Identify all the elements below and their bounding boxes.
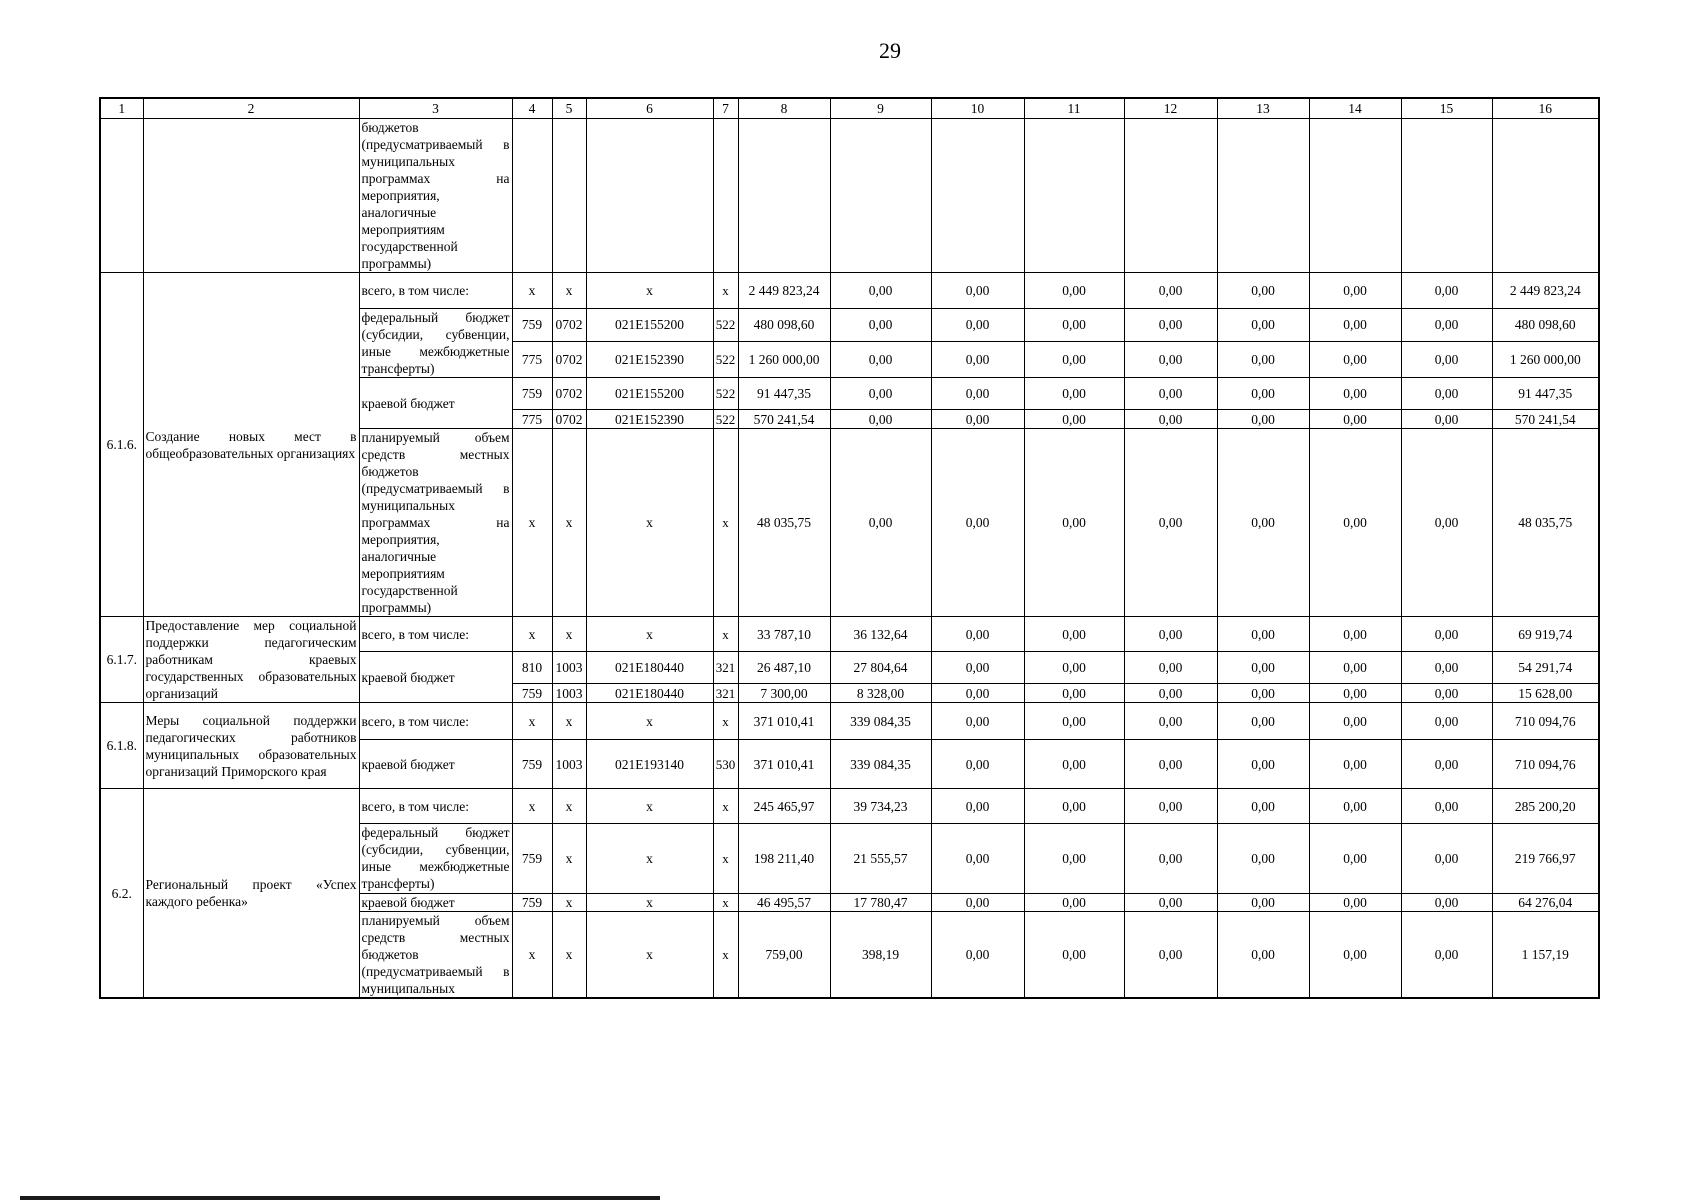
amount-cell: 48 035,75 bbox=[738, 429, 830, 617]
code-cell: x bbox=[713, 703, 738, 740]
amount-cell: 0,00 bbox=[1309, 273, 1401, 309]
amount-cell: 710 094,76 bbox=[1492, 740, 1599, 789]
amount-cell: 0,00 bbox=[830, 429, 931, 617]
amount-cell: 8 328,00 bbox=[830, 684, 931, 703]
amount-cell: 0,00 bbox=[1024, 703, 1124, 740]
table-row bbox=[100, 273, 1599, 309]
amount-cell: 0,00 bbox=[1024, 684, 1124, 703]
amount-cell: 0,00 bbox=[830, 273, 931, 309]
code-cell: 0702 bbox=[552, 341, 586, 377]
amount-cell: 1 260 000,00 bbox=[738, 341, 830, 377]
amount-cell: 0,00 bbox=[1309, 410, 1401, 429]
column-number: 10 bbox=[931, 98, 1024, 119]
amount-cell: 0,00 bbox=[1401, 309, 1492, 342]
amount-cell: 0,00 bbox=[1124, 684, 1217, 703]
funding-source-label: всего, в том числе: bbox=[359, 789, 512, 824]
amount-cell: 0,00 bbox=[1024, 341, 1124, 377]
code-cell: x bbox=[713, 273, 738, 309]
amount-cell: 0,00 bbox=[931, 684, 1024, 703]
amount-cell: 371 010,41 bbox=[738, 703, 830, 740]
amount-cell: 0,00 bbox=[1024, 378, 1124, 410]
amount-cell: 0,00 bbox=[1124, 740, 1217, 789]
amount-cell: 0,00 bbox=[931, 341, 1024, 377]
code-cell: x bbox=[552, 894, 586, 912]
code-cell: 759 bbox=[512, 309, 552, 342]
code-cell: x bbox=[586, 894, 713, 912]
amount-cell: 0,00 bbox=[1309, 740, 1401, 789]
amount-cell: 0,00 bbox=[1124, 894, 1217, 912]
column-number: 13 bbox=[1217, 98, 1309, 119]
amount-cell: 0,00 bbox=[1401, 617, 1492, 652]
code-cell: 522 bbox=[713, 341, 738, 377]
item-name: Меры социальной поддержки педагогических работников муниципальных образовательных организаций Приморского края bbox=[143, 703, 359, 789]
code-cell: 759 bbox=[512, 378, 552, 410]
amount-cell bbox=[738, 119, 830, 273]
amount-cell: 245 465,97 bbox=[738, 789, 830, 824]
code-cell: x bbox=[552, 429, 586, 617]
code-cell: x bbox=[552, 789, 586, 824]
amount-cell: 0,00 bbox=[1024, 824, 1124, 894]
amount-cell: 0,00 bbox=[1024, 912, 1124, 999]
item-number bbox=[100, 119, 143, 273]
code-cell bbox=[586, 119, 713, 273]
amount-cell bbox=[1492, 119, 1599, 273]
amount-cell bbox=[1217, 119, 1309, 273]
item-number: 6.2. bbox=[100, 789, 143, 999]
code-cell: 522 bbox=[713, 410, 738, 429]
amount-cell: 0,00 bbox=[1309, 378, 1401, 410]
amount-cell: 0,00 bbox=[1401, 740, 1492, 789]
amount-cell: 0,00 bbox=[1217, 429, 1309, 617]
amount-cell: 0,00 bbox=[1309, 429, 1401, 617]
amount-cell: 0,00 bbox=[1309, 912, 1401, 999]
amount-cell: 0,00 bbox=[1124, 378, 1217, 410]
amount-cell: 0,00 bbox=[830, 341, 931, 377]
amount-cell: 0,00 bbox=[1401, 703, 1492, 740]
amount-cell: 33 787,10 bbox=[738, 617, 830, 652]
funding-source-label: всего, в том числе: bbox=[359, 273, 512, 309]
code-cell: 021E152390 bbox=[586, 341, 713, 377]
amount-cell: 0,00 bbox=[1217, 824, 1309, 894]
code-cell: 021E180440 bbox=[586, 684, 713, 703]
code-cell: 775 bbox=[512, 410, 552, 429]
item-number: 6.1.7. bbox=[100, 617, 143, 703]
amount-cell: 91 447,35 bbox=[738, 378, 830, 410]
code-cell: x bbox=[586, 789, 713, 824]
code-cell: x bbox=[713, 617, 738, 652]
amount-cell: 0,00 bbox=[1124, 652, 1217, 684]
amount-cell: 480 098,60 bbox=[738, 309, 830, 342]
amount-cell: 0,00 bbox=[931, 410, 1024, 429]
amount-cell: 2 449 823,24 bbox=[1492, 273, 1599, 309]
amount-cell bbox=[830, 119, 931, 273]
code-cell: x bbox=[512, 617, 552, 652]
amount-cell: 0,00 bbox=[1217, 652, 1309, 684]
amount-cell: 0,00 bbox=[830, 378, 931, 410]
column-number: 3 bbox=[359, 98, 512, 119]
amount-cell: 0,00 bbox=[931, 378, 1024, 410]
amount-cell: 0,00 bbox=[1309, 824, 1401, 894]
funding-source-label: бюджетов (предусматриваемый в муниципальных программах на мероприятия, аналогичные мероприятиям государственной программы) bbox=[359, 119, 512, 273]
column-number: 5 bbox=[552, 98, 586, 119]
amount-cell: 480 098,60 bbox=[1492, 309, 1599, 342]
amount-cell: 48 035,75 bbox=[1492, 429, 1599, 617]
amount-cell: 0,00 bbox=[1024, 410, 1124, 429]
amount-cell: 0,00 bbox=[1309, 684, 1401, 703]
amount-cell bbox=[1124, 119, 1217, 273]
funding-source-label: краевой бюджет bbox=[359, 378, 512, 429]
amount-cell: 0,00 bbox=[1401, 429, 1492, 617]
amount-cell: 0,00 bbox=[1309, 309, 1401, 342]
amount-cell: 0,00 bbox=[1024, 740, 1124, 789]
amount-cell: 0,00 bbox=[1401, 912, 1492, 999]
amount-cell: 0,00 bbox=[1401, 273, 1492, 309]
code-cell: 1003 bbox=[552, 740, 586, 789]
amount-cell: 17 780,47 bbox=[830, 894, 931, 912]
amount-cell: 0,00 bbox=[931, 652, 1024, 684]
code-cell: x bbox=[586, 703, 713, 740]
amount-cell: 0,00 bbox=[1024, 429, 1124, 617]
amount-cell: 0,00 bbox=[1024, 652, 1124, 684]
amount-cell: 0,00 bbox=[1024, 617, 1124, 652]
amount-cell: 1 157,19 bbox=[1492, 912, 1599, 999]
code-cell: x bbox=[552, 912, 586, 999]
code-cell: 021E180440 bbox=[586, 652, 713, 684]
amount-cell: 0,00 bbox=[1217, 617, 1309, 652]
amount-cell: 0,00 bbox=[1401, 824, 1492, 894]
code-cell: 021E152390 bbox=[586, 410, 713, 429]
amount-cell: 0,00 bbox=[1217, 309, 1309, 342]
code-cell: 0702 bbox=[552, 378, 586, 410]
code-cell: x bbox=[552, 824, 586, 894]
code-cell: x bbox=[713, 894, 738, 912]
column-number: 15 bbox=[1401, 98, 1492, 119]
funding-source-label: планируемый объем средств местных бюджетов (предусматриваемый в муниципальных программах на мероприятия, аналогичные мероприятиям государственной программы) bbox=[359, 429, 512, 617]
code-cell: 522 bbox=[713, 309, 738, 342]
code-cell: 021E155200 bbox=[586, 309, 713, 342]
code-cell: x bbox=[512, 789, 552, 824]
column-number: 1 bbox=[100, 98, 143, 119]
column-number: 7 bbox=[713, 98, 738, 119]
code-cell: x bbox=[552, 703, 586, 740]
amount-cell: 0,00 bbox=[1024, 789, 1124, 824]
amount-cell: 0,00 bbox=[1124, 429, 1217, 617]
amount-cell: 0,00 bbox=[1401, 410, 1492, 429]
amount-cell: 0,00 bbox=[1217, 378, 1309, 410]
column-number-row bbox=[100, 98, 1599, 119]
amount-cell: 198 211,40 bbox=[738, 824, 830, 894]
amount-cell: 570 241,54 bbox=[1492, 410, 1599, 429]
code-cell: x bbox=[586, 273, 713, 309]
funding-source-label: планируемый объем средств местных бюджетов (предусматриваемый в муниципальных bbox=[359, 912, 512, 999]
code-cell: 0702 bbox=[552, 410, 586, 429]
amount-cell: 0,00 bbox=[1217, 410, 1309, 429]
amount-cell: 36 132,64 bbox=[830, 617, 931, 652]
code-cell: x bbox=[586, 824, 713, 894]
amount-cell: 0,00 bbox=[1401, 652, 1492, 684]
amount-cell: 46 495,57 bbox=[738, 894, 830, 912]
column-number: 2 bbox=[143, 98, 359, 119]
code-cell: 321 bbox=[713, 684, 738, 703]
column-number: 9 bbox=[830, 98, 931, 119]
amount-cell: 0,00 bbox=[1309, 894, 1401, 912]
amount-cell: 0,00 bbox=[1024, 309, 1124, 342]
code-cell: 321 bbox=[713, 652, 738, 684]
column-number: 16 bbox=[1492, 98, 1599, 119]
funding-source-label: федеральный бюджет (субсидии, субвенции, иные межбюджетные трансферты) bbox=[359, 824, 512, 894]
amount-cell: 21 555,57 bbox=[830, 824, 931, 894]
amount-cell: 339 084,35 bbox=[830, 740, 931, 789]
amount-cell: 0,00 bbox=[931, 703, 1024, 740]
amount-cell: 219 766,97 bbox=[1492, 824, 1599, 894]
amount-cell: 0,00 bbox=[1309, 789, 1401, 824]
code-cell: 775 bbox=[512, 341, 552, 377]
amount-cell: 2 449 823,24 bbox=[738, 273, 830, 309]
column-number: 4 bbox=[512, 98, 552, 119]
amount-cell: 0,00 bbox=[1024, 273, 1124, 309]
code-cell: 021E155200 bbox=[586, 378, 713, 410]
amount-cell: 0,00 bbox=[931, 894, 1024, 912]
amount-cell: 0,00 bbox=[1309, 341, 1401, 377]
funding-source-label: федеральный бюджет (субсидии, субвенции, иные межбюджетные трансферты) bbox=[359, 309, 512, 378]
amount-cell: 0,00 bbox=[1401, 684, 1492, 703]
item-name: Региональный проект «Успех каждого ребенка» bbox=[143, 789, 359, 999]
amount-cell: 54 291,74 bbox=[1492, 652, 1599, 684]
amount-cell: 398,19 bbox=[830, 912, 931, 999]
amount-cell bbox=[1024, 119, 1124, 273]
amount-cell: 0,00 bbox=[1217, 703, 1309, 740]
code-cell: x bbox=[713, 824, 738, 894]
code-cell: 530 bbox=[713, 740, 738, 789]
code-cell bbox=[512, 119, 552, 273]
funding-source-label: краевой бюджет bbox=[359, 652, 512, 703]
amount-cell: 0,00 bbox=[1124, 912, 1217, 999]
table-row bbox=[100, 119, 1599, 273]
code-cell: x bbox=[713, 429, 738, 617]
code-cell: x bbox=[512, 429, 552, 617]
code-cell: 759 bbox=[512, 684, 552, 703]
funding-source-label: краевой бюджет bbox=[359, 894, 512, 912]
code-cell: 759 bbox=[512, 824, 552, 894]
amount-cell: 570 241,54 bbox=[738, 410, 830, 429]
amount-cell bbox=[931, 119, 1024, 273]
code-cell: x bbox=[512, 273, 552, 309]
amount-cell: 0,00 bbox=[830, 309, 931, 342]
amount-cell: 0,00 bbox=[1124, 703, 1217, 740]
code-cell: x bbox=[512, 912, 552, 999]
amount-cell: 0,00 bbox=[1217, 273, 1309, 309]
amount-cell: 39 734,23 bbox=[830, 789, 931, 824]
code-cell: x bbox=[512, 703, 552, 740]
amount-cell: 0,00 bbox=[1217, 341, 1309, 377]
code-cell bbox=[552, 119, 586, 273]
amount-cell: 0,00 bbox=[931, 912, 1024, 999]
amount-cell: 26 487,10 bbox=[738, 652, 830, 684]
item-number: 6.1.6. bbox=[100, 273, 143, 617]
amount-cell: 0,00 bbox=[931, 740, 1024, 789]
amount-cell: 0,00 bbox=[1124, 410, 1217, 429]
column-number: 11 bbox=[1024, 98, 1124, 119]
code-cell: 810 bbox=[512, 652, 552, 684]
amount-cell: 0,00 bbox=[1217, 894, 1309, 912]
footer-rule bbox=[20, 1196, 660, 1200]
amount-cell: 0,00 bbox=[1124, 309, 1217, 342]
funding-source-label: всего, в том числе: bbox=[359, 617, 512, 652]
amount-cell: 91 447,35 bbox=[1492, 378, 1599, 410]
code-cell: 0702 bbox=[552, 309, 586, 342]
amount-cell: 710 094,76 bbox=[1492, 703, 1599, 740]
amount-cell: 0,00 bbox=[931, 273, 1024, 309]
amount-cell: 0,00 bbox=[1217, 740, 1309, 789]
amount-cell: 0,00 bbox=[1024, 894, 1124, 912]
amount-cell bbox=[1309, 119, 1401, 273]
amount-cell: 7 300,00 bbox=[738, 684, 830, 703]
amount-cell: 285 200,20 bbox=[1492, 789, 1599, 824]
amount-cell: 0,00 bbox=[931, 617, 1024, 652]
column-number: 8 bbox=[738, 98, 830, 119]
code-cell: x bbox=[586, 617, 713, 652]
amount-cell: 0,00 bbox=[1217, 684, 1309, 703]
code-cell: x bbox=[713, 912, 738, 999]
code-cell: x bbox=[552, 273, 586, 309]
column-number: 6 bbox=[586, 98, 713, 119]
amount-cell: 0,00 bbox=[1217, 789, 1309, 824]
amount-cell: 0,00 bbox=[1401, 378, 1492, 410]
amount-cell: 1 260 000,00 bbox=[1492, 341, 1599, 377]
item-name: Создание новых мест в общеобразовательных организациях bbox=[143, 273, 359, 617]
item-name bbox=[143, 119, 359, 273]
item-number: 6.1.8. bbox=[100, 703, 143, 789]
page-number: 29 bbox=[879, 38, 901, 63]
code-cell: 021E193140 bbox=[586, 740, 713, 789]
funding-source-label: краевой бюджет bbox=[359, 740, 512, 789]
amount-cell: 0,00 bbox=[830, 410, 931, 429]
amount-cell: 0,00 bbox=[931, 824, 1024, 894]
amount-cell: 69 919,74 bbox=[1492, 617, 1599, 652]
amount-cell: 0,00 bbox=[931, 429, 1024, 617]
column-number: 14 bbox=[1309, 98, 1401, 119]
code-cell: 759 bbox=[512, 740, 552, 789]
code-cell: x bbox=[586, 429, 713, 617]
amount-cell: 64 276,04 bbox=[1492, 894, 1599, 912]
amount-cell: 339 084,35 bbox=[830, 703, 931, 740]
amount-cell: 0,00 bbox=[931, 789, 1024, 824]
amount-cell: 0,00 bbox=[931, 309, 1024, 342]
budget-table bbox=[99, 97, 1600, 999]
code-cell: 522 bbox=[713, 378, 738, 410]
item-name: Предоставление мер социальной поддержки педагогическим работникам краевых государственных образовательных организаций bbox=[143, 617, 359, 703]
amount-cell: 0,00 bbox=[1309, 617, 1401, 652]
code-cell bbox=[713, 119, 738, 273]
amount-cell: 0,00 bbox=[1401, 894, 1492, 912]
column-number: 12 bbox=[1124, 98, 1217, 119]
amount-cell bbox=[1401, 119, 1492, 273]
amount-cell: 0,00 bbox=[1124, 789, 1217, 824]
amount-cell: 27 804,64 bbox=[830, 652, 931, 684]
amount-cell: 371 010,41 bbox=[738, 740, 830, 789]
amount-cell: 759,00 bbox=[738, 912, 830, 999]
table-row bbox=[100, 617, 1599, 652]
amount-cell: 0,00 bbox=[1309, 703, 1401, 740]
table-row bbox=[100, 703, 1599, 740]
amount-cell: 0,00 bbox=[1309, 652, 1401, 684]
code-cell: 1003 bbox=[552, 652, 586, 684]
code-cell: x bbox=[552, 617, 586, 652]
amount-cell: 0,00 bbox=[1124, 341, 1217, 377]
amount-cell: 0,00 bbox=[1401, 341, 1492, 377]
code-cell: x bbox=[586, 912, 713, 999]
code-cell: x bbox=[713, 789, 738, 824]
amount-cell: 0,00 bbox=[1124, 273, 1217, 309]
amount-cell: 0,00 bbox=[1217, 912, 1309, 999]
amount-cell: 0,00 bbox=[1124, 824, 1217, 894]
code-cell: 1003 bbox=[552, 684, 586, 703]
amount-cell: 15 628,00 bbox=[1492, 684, 1599, 703]
code-cell: 759 bbox=[512, 894, 552, 912]
amount-cell: 0,00 bbox=[1124, 617, 1217, 652]
table-row bbox=[100, 789, 1599, 824]
amount-cell: 0,00 bbox=[1401, 789, 1492, 824]
funding-source-label: всего, в том числе: bbox=[359, 703, 512, 740]
